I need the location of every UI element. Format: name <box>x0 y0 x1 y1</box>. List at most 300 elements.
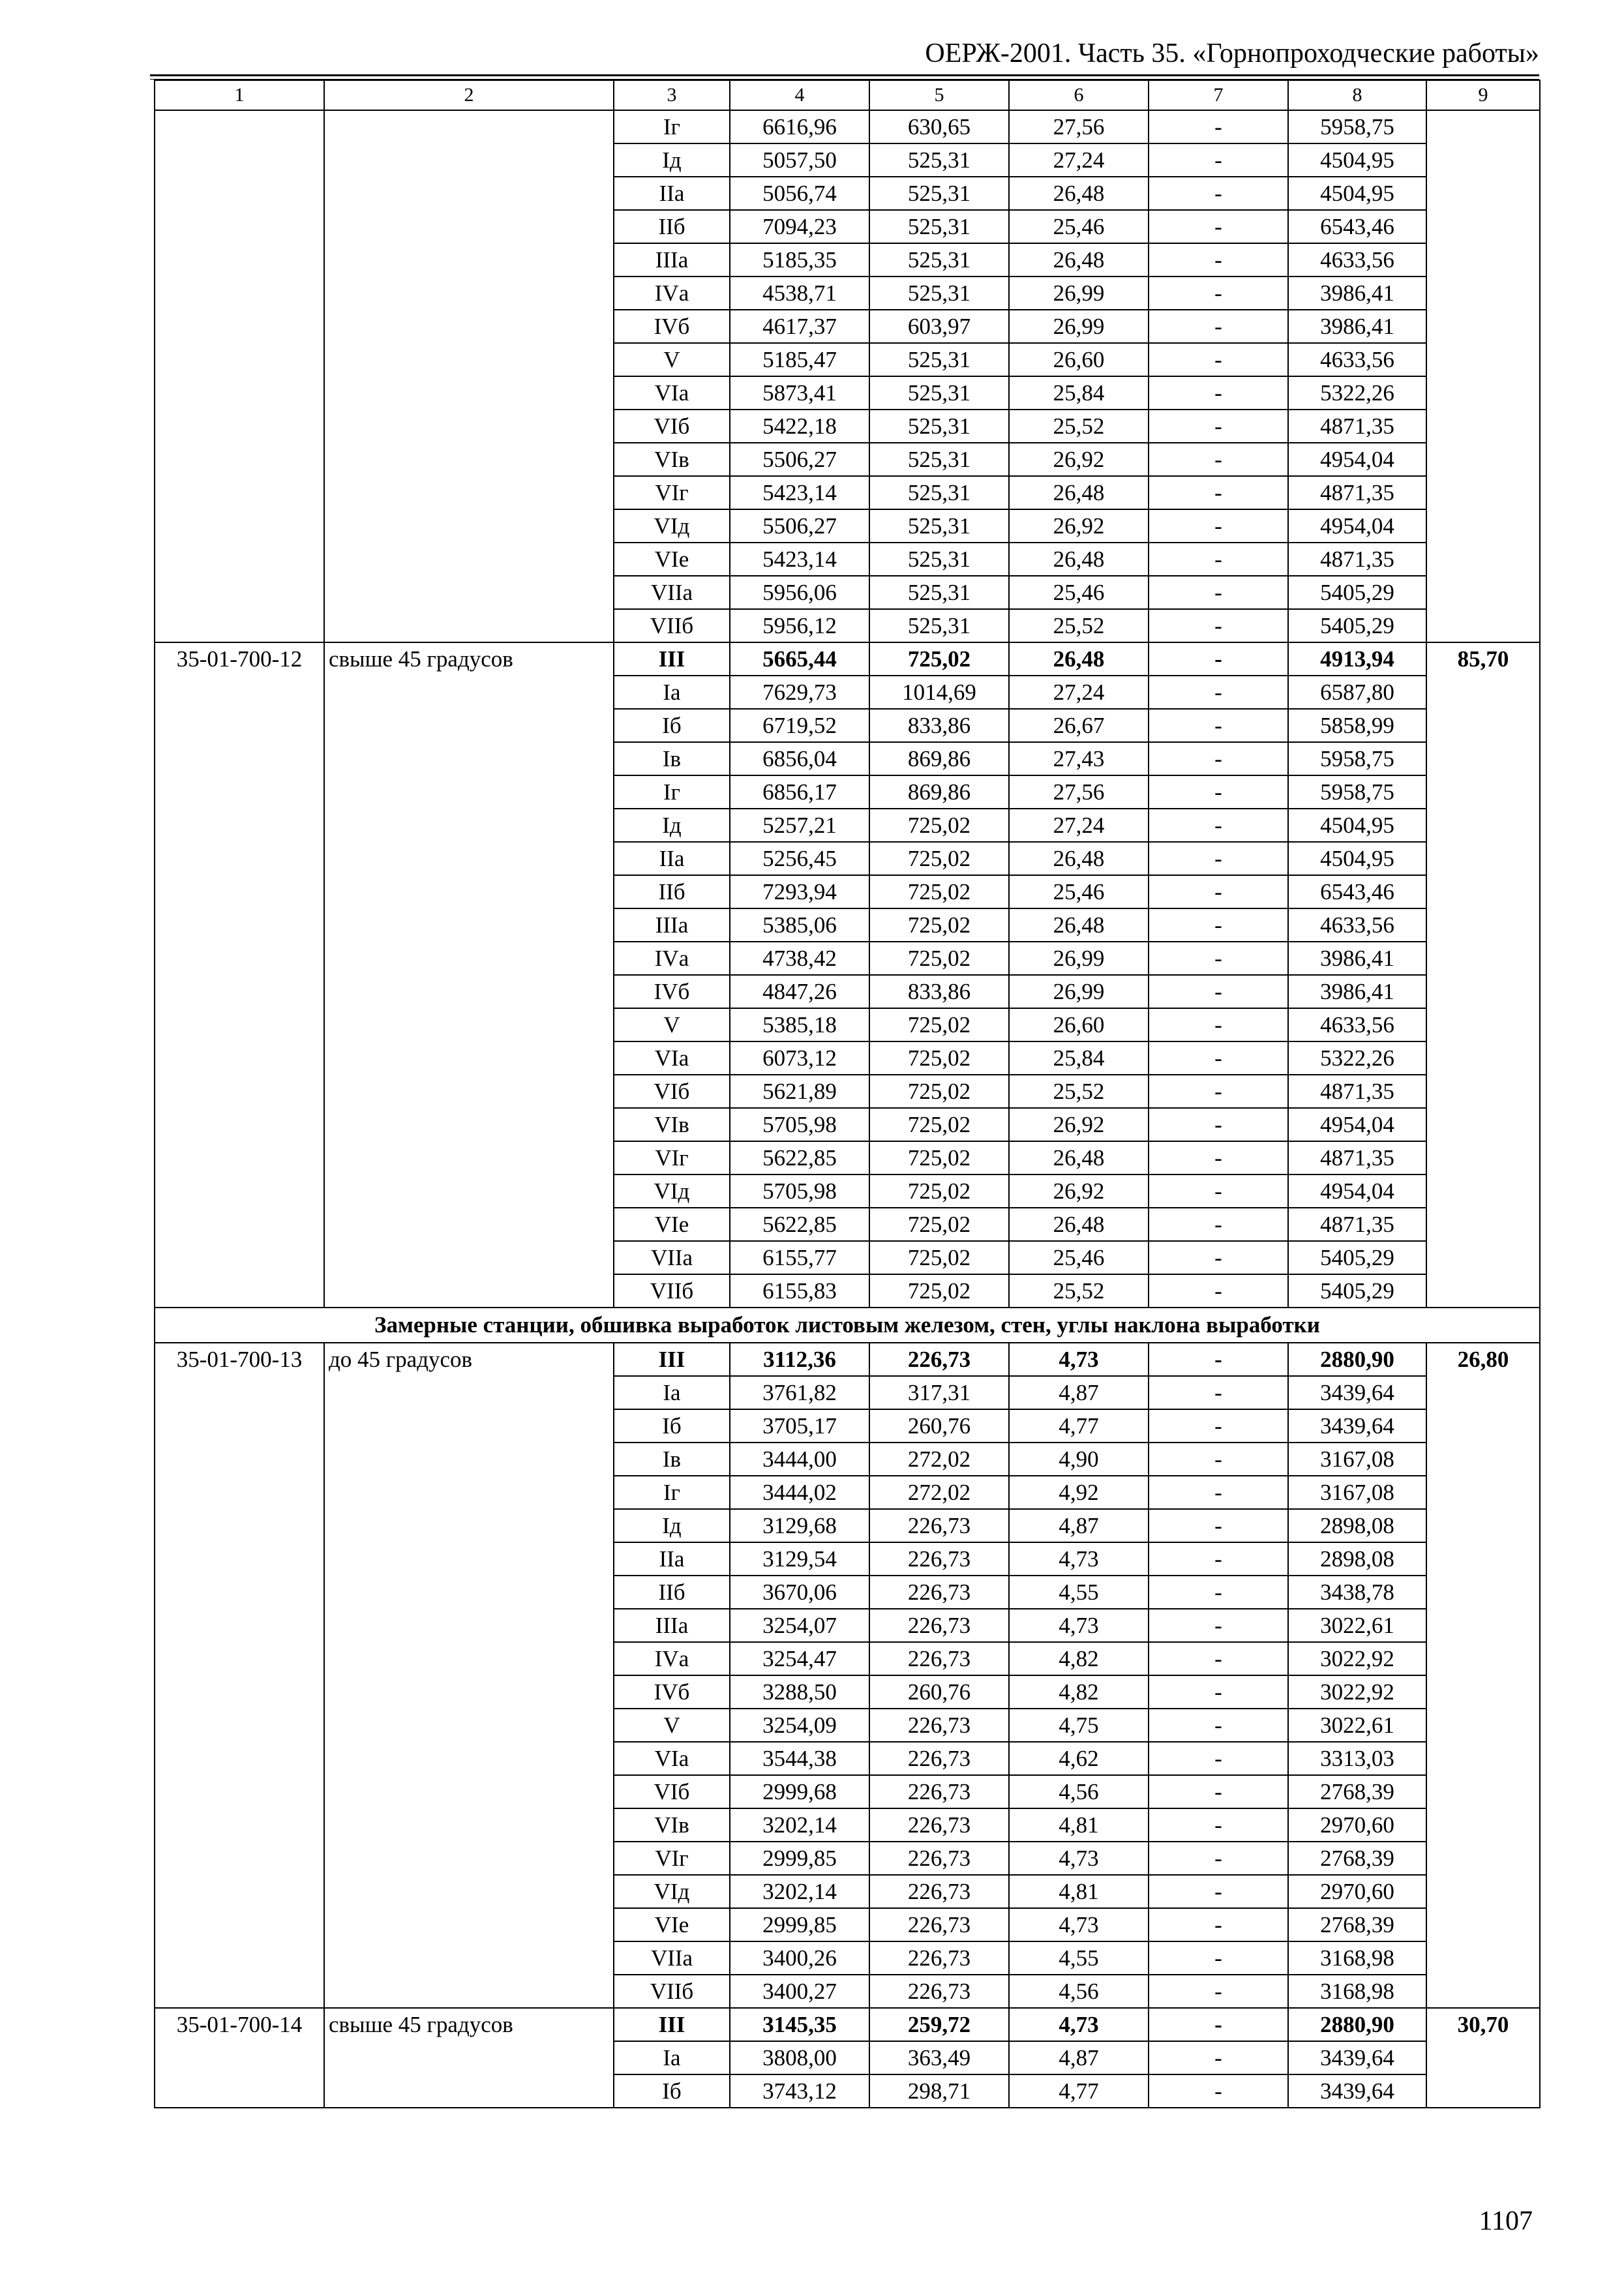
driver-wage-cell: - <box>1149 243 1288 277</box>
zone-cell: IIб <box>614 210 730 243</box>
machine-cost-cell: 25,46 <box>1009 576 1149 609</box>
total-cost-cell: 5185,47 <box>730 343 869 376</box>
zone-cell: V <box>614 1709 730 1742</box>
column-header-2: 2 <box>324 80 614 110</box>
column-header-1: 1 <box>155 80 324 110</box>
driver-wage-cell: - <box>1149 443 1288 476</box>
driver-wage-cell: - <box>1149 1842 1288 1875</box>
driver-wage-cell: - <box>1149 210 1288 243</box>
work-name <box>324 110 614 642</box>
machine-cost-cell: 26,92 <box>1009 1108 1149 1141</box>
materials-cost-cell: 3167,08 <box>1288 1476 1426 1509</box>
zone-cell: Iд <box>614 1509 730 1542</box>
wage-cost-cell: 226,73 <box>869 1808 1009 1842</box>
materials-cost-cell: 3167,08 <box>1288 1443 1426 1476</box>
driver-wage-cell: - <box>1149 875 1288 908</box>
driver-wage-cell: - <box>1149 1241 1288 1274</box>
wage-cost-cell: 630,65 <box>869 110 1009 143</box>
wage-cost-cell: 525,31 <box>869 543 1009 576</box>
wage-cost-cell: 260,76 <box>869 1675 1009 1709</box>
materials-cost-cell: 3168,98 <box>1288 1975 1426 2008</box>
total-cost-cell: 3670,06 <box>730 1576 869 1609</box>
driver-wage-cell: - <box>1149 1075 1288 1108</box>
total-cost-cell: 5621,89 <box>730 1075 869 1108</box>
materials-cost-cell: 6587,80 <box>1288 676 1426 709</box>
column-header-9: 9 <box>1426 80 1540 110</box>
wage-cost-cell: 725,02 <box>869 1041 1009 1075</box>
total-cost-cell: 3129,68 <box>730 1509 869 1542</box>
materials-cost-cell: 2898,08 <box>1288 1509 1426 1542</box>
total-cost-cell: 3145,35 <box>730 2008 869 2041</box>
machine-cost-cell: 25,52 <box>1009 609 1149 642</box>
driver-wage-cell: - <box>1149 809 1288 842</box>
wage-cost-cell: 226,73 <box>869 1709 1009 1742</box>
zone-cell: VIб <box>614 410 730 443</box>
driver-wage-cell: - <box>1149 676 1288 709</box>
zone-cell: IIIа <box>614 243 730 277</box>
wage-cost-cell: 298,71 <box>869 2074 1009 2108</box>
driver-wage-cell: - <box>1149 1542 1288 1576</box>
zone-cell: Iа <box>614 1376 730 1409</box>
rate-code: 35-01-700-14 <box>155 2008 324 2108</box>
driver-wage-cell: - <box>1149 576 1288 609</box>
driver-wage-cell: - <box>1149 609 1288 642</box>
materials-cost-cell: 2970,60 <box>1288 1808 1426 1842</box>
wage-cost-cell: 259,72 <box>869 2008 1009 2041</box>
wage-cost-cell: 272,02 <box>869 1443 1009 1476</box>
zone-cell: VIа <box>614 376 730 410</box>
total-cost-cell: 2999,68 <box>730 1775 869 1808</box>
driver-wage-cell: - <box>1149 1108 1288 1141</box>
driver-wage-cell: - <box>1149 975 1288 1008</box>
driver-wage-cell: - <box>1149 2041 1288 2074</box>
machine-cost-cell: 25,46 <box>1009 210 1149 243</box>
total-cost-cell: 5056,74 <box>730 177 869 210</box>
zone-cell: IIб <box>614 875 730 908</box>
total-cost-cell: 3761,82 <box>730 1376 869 1409</box>
total-cost-cell: 3400,26 <box>730 1941 869 1975</box>
machine-cost-cell: 4,81 <box>1009 1875 1149 1908</box>
zone-cell: VIIа <box>614 576 730 609</box>
materials-cost-cell: 4504,95 <box>1288 177 1426 210</box>
total-cost-cell: 5257,21 <box>730 809 869 842</box>
wage-cost-cell: 869,86 <box>869 742 1009 775</box>
zone-cell: Iб <box>614 2074 730 2108</box>
section-heading-row <box>155 1308 1540 1343</box>
wage-cost-cell: 226,73 <box>869 1609 1009 1642</box>
total-cost-cell: 5956,12 <box>730 609 869 642</box>
machine-cost-cell: 4,81 <box>1009 1808 1149 1842</box>
zone-cell: IIIа <box>614 908 730 942</box>
machine-cost-cell: 27,43 <box>1009 742 1149 775</box>
labor-cost-cell: 85,70 <box>1426 642 1540 1308</box>
driver-wage-cell: - <box>1149 143 1288 177</box>
materials-cost-cell: 2768,39 <box>1288 1842 1426 1875</box>
total-cost-cell: 5506,27 <box>730 443 869 476</box>
wage-cost-cell: 725,02 <box>869 809 1009 842</box>
machine-cost-cell: 4,62 <box>1009 1742 1149 1775</box>
wage-cost-cell: 226,73 <box>869 1576 1009 1609</box>
machine-cost-cell: 4,73 <box>1009 1908 1149 1941</box>
column-header-5: 5 <box>869 80 1009 110</box>
zone-cell: VIIб <box>614 609 730 642</box>
materials-cost-cell: 3438,78 <box>1288 1576 1426 1609</box>
column-header-8: 8 <box>1288 80 1426 110</box>
total-cost-cell: 5665,44 <box>730 642 869 676</box>
zone-cell: VIв <box>614 1108 730 1141</box>
wage-cost-cell: 833,86 <box>869 709 1009 742</box>
machine-cost-cell: 25,46 <box>1009 875 1149 908</box>
materials-cost-cell: 3986,41 <box>1288 310 1426 343</box>
materials-cost-cell: 3313,03 <box>1288 1742 1426 1775</box>
driver-wage-cell: - <box>1149 775 1288 809</box>
driver-wage-cell: - <box>1149 1975 1288 2008</box>
materials-cost-cell: 4504,95 <box>1288 809 1426 842</box>
wage-cost-cell: 226,73 <box>869 1775 1009 1808</box>
wage-cost-cell: 725,02 <box>869 1008 1009 1041</box>
materials-cost-cell: 3022,92 <box>1288 1675 1426 1709</box>
zone-cell: VIб <box>614 1775 730 1808</box>
zone-cell: IVа <box>614 1642 730 1675</box>
total-cost-cell: 5622,85 <box>730 1141 869 1174</box>
machine-cost-cell: 27,24 <box>1009 143 1149 177</box>
driver-wage-cell: - <box>1149 1576 1288 1609</box>
wage-cost-cell: 869,86 <box>869 775 1009 809</box>
total-cost-cell: 3202,14 <box>730 1875 869 1908</box>
total-cost-cell: 6155,77 <box>730 1241 869 1274</box>
materials-cost-cell: 4871,35 <box>1288 410 1426 443</box>
materials-cost-cell: 4954,04 <box>1288 443 1426 476</box>
machine-cost-cell: 4,87 <box>1009 2041 1149 2074</box>
zone-cell: V <box>614 343 730 376</box>
machine-cost-cell: 26,92 <box>1009 509 1149 543</box>
labor-cost-cell: 30,70 <box>1426 2008 1540 2108</box>
materials-cost-cell: 5322,26 <box>1288 376 1426 410</box>
materials-cost-cell: 4954,04 <box>1288 509 1426 543</box>
materials-cost-cell: 4871,35 <box>1288 476 1426 509</box>
wage-cost-cell: 525,31 <box>869 243 1009 277</box>
zone-cell: IVа <box>614 942 730 975</box>
materials-cost-cell: 4633,56 <box>1288 243 1426 277</box>
total-cost-cell: 7629,73 <box>730 676 869 709</box>
wage-cost-cell: 725,02 <box>869 1075 1009 1108</box>
zone-cell: Iв <box>614 742 730 775</box>
zone-cell: IIа <box>614 177 730 210</box>
zone-cell: VIб <box>614 1075 730 1108</box>
work-name: свыше 45 градусов <box>324 2008 614 2108</box>
total-cost-cell: 5622,85 <box>730 1208 869 1241</box>
zone-cell: VIа <box>614 1742 730 1775</box>
zone-cell: IVб <box>614 1675 730 1709</box>
zone-cell: IVа <box>614 277 730 310</box>
zone-cell: VIг <box>614 476 730 509</box>
wage-cost-cell: 226,73 <box>869 1742 1009 1775</box>
machine-cost-cell: 26,48 <box>1009 642 1149 676</box>
machine-cost-cell: 27,24 <box>1009 676 1149 709</box>
machine-cost-cell: 4,82 <box>1009 1675 1149 1709</box>
total-cost-cell: 7293,94 <box>730 875 869 908</box>
wage-cost-cell: 725,02 <box>869 1141 1009 1174</box>
table-body <box>155 80 1540 2108</box>
zone-cell: VIIа <box>614 1241 730 1274</box>
machine-cost-cell: 4,73 <box>1009 1343 1149 1376</box>
driver-wage-cell: - <box>1149 1609 1288 1642</box>
wage-cost-cell: 1014,69 <box>869 676 1009 709</box>
wage-cost-cell: 226,73 <box>869 1842 1009 1875</box>
driver-wage-cell: - <box>1149 543 1288 576</box>
driver-wage-cell: - <box>1149 942 1288 975</box>
section-heading: Замерные станции, обшивка выработок листовым железом, стен, углы наклона выработки <box>155 1308 1540 1343</box>
zone-cell: Iг <box>614 1476 730 1509</box>
machine-cost-cell: 25,52 <box>1009 1075 1149 1108</box>
materials-cost-cell: 2880,90 <box>1288 1343 1426 1376</box>
driver-wage-cell: - <box>1149 376 1288 410</box>
zone-cell: IIб <box>614 1576 730 1609</box>
total-cost-cell: 3254,47 <box>730 1642 869 1675</box>
driver-wage-cell: - <box>1149 2074 1288 2108</box>
wage-cost-cell: 226,73 <box>869 1542 1009 1576</box>
driver-wage-cell: - <box>1149 1141 1288 1174</box>
wage-cost-cell: 725,02 <box>869 1174 1009 1208</box>
total-cost-cell: 5185,35 <box>730 243 869 277</box>
zone-cell: Iд <box>614 809 730 842</box>
materials-cost-cell: 6543,46 <box>1288 875 1426 908</box>
materials-cost-cell: 4871,35 <box>1288 1141 1426 1174</box>
driver-wage-cell: - <box>1149 343 1288 376</box>
wage-cost-cell: 525,31 <box>869 343 1009 376</box>
driver-wage-cell: - <box>1149 509 1288 543</box>
driver-wage-cell: - <box>1149 1941 1288 1975</box>
materials-cost-cell: 2970,60 <box>1288 1875 1426 1908</box>
machine-cost-cell: 4,90 <box>1009 1443 1149 1476</box>
zone-cell: V <box>614 1008 730 1041</box>
driver-wage-cell: - <box>1149 842 1288 875</box>
driver-wage-cell: - <box>1149 1443 1288 1476</box>
zone-cell: III <box>614 2008 730 2041</box>
wage-cost-cell: 525,31 <box>869 609 1009 642</box>
machine-cost-cell: 4,77 <box>1009 1409 1149 1443</box>
total-cost-cell: 6073,12 <box>730 1041 869 1075</box>
total-cost-cell: 5423,14 <box>730 543 869 576</box>
total-cost-cell: 6616,96 <box>730 110 869 143</box>
wage-cost-cell: 226,73 <box>869 1343 1009 1376</box>
total-cost-cell: 2999,85 <box>730 1908 869 1941</box>
total-cost-cell: 6856,17 <box>730 775 869 809</box>
wage-cost-cell: 725,02 <box>869 842 1009 875</box>
driver-wage-cell: - <box>1149 277 1288 310</box>
wage-cost-cell: 525,31 <box>869 277 1009 310</box>
total-cost-cell: 2999,85 <box>730 1842 869 1875</box>
zone-cell: VIв <box>614 443 730 476</box>
total-cost-cell: 3112,36 <box>730 1343 869 1376</box>
rates-table <box>154 80 1541 2108</box>
wage-cost-cell: 525,31 <box>869 210 1009 243</box>
materials-cost-cell: 5958,75 <box>1288 775 1426 809</box>
total-cost-cell: 4617,37 <box>730 310 869 343</box>
zone-cell: Iв <box>614 1443 730 1476</box>
total-cost-cell: 3400,27 <box>730 1975 869 2008</box>
materials-cost-cell: 4913,94 <box>1288 642 1426 676</box>
wage-cost-cell: 525,31 <box>869 476 1009 509</box>
materials-cost-cell: 4633,56 <box>1288 1008 1426 1041</box>
zone-cell: VIа <box>614 1041 730 1075</box>
machine-cost-cell: 4,56 <box>1009 1775 1149 1808</box>
materials-cost-cell: 5405,29 <box>1288 609 1426 642</box>
zone-cell: VIе <box>614 543 730 576</box>
total-cost-cell: 3254,09 <box>730 1709 869 1742</box>
machine-cost-cell: 27,56 <box>1009 775 1149 809</box>
wage-cost-cell: 226,73 <box>869 1875 1009 1908</box>
total-cost-cell: 5423,14 <box>730 476 869 509</box>
zone-cell: Iб <box>614 1409 730 1443</box>
materials-cost-cell: 3986,41 <box>1288 277 1426 310</box>
total-cost-cell: 5506,27 <box>730 509 869 543</box>
machine-cost-cell: 26,48 <box>1009 1141 1149 1174</box>
zone-cell: Iб <box>614 709 730 742</box>
driver-wage-cell: - <box>1149 1675 1288 1709</box>
machine-cost-cell: 26,92 <box>1009 443 1149 476</box>
wage-cost-cell: 525,31 <box>869 143 1009 177</box>
driver-wage-cell: - <box>1149 1742 1288 1775</box>
total-cost-cell: 3129,54 <box>730 1542 869 1576</box>
machine-cost-cell: 4,73 <box>1009 2008 1149 2041</box>
materials-cost-cell: 5958,75 <box>1288 110 1426 143</box>
materials-cost-cell: 5958,75 <box>1288 742 1426 775</box>
wage-cost-cell: 226,73 <box>869 1642 1009 1675</box>
zone-cell: IIа <box>614 1542 730 1576</box>
driver-wage-cell: - <box>1149 2008 1288 2041</box>
wage-cost-cell: 260,76 <box>869 1409 1009 1443</box>
driver-wage-cell: - <box>1149 1409 1288 1443</box>
total-cost-cell: 5057,50 <box>730 143 869 177</box>
machine-cost-cell: 4,55 <box>1009 1941 1149 1975</box>
driver-wage-cell: - <box>1149 1908 1288 1941</box>
driver-wage-cell: - <box>1149 1208 1288 1241</box>
materials-cost-cell: 2768,39 <box>1288 1775 1426 1808</box>
zone-cell: IIIа <box>614 1609 730 1642</box>
materials-cost-cell: 6543,46 <box>1288 210 1426 243</box>
materials-cost-cell: 3022,92 <box>1288 1642 1426 1675</box>
page-header-title: ОЕРЖ-2001. Часть 35. «Горнопроходческие работы» <box>925 38 1539 68</box>
zone-cell: III <box>614 642 730 676</box>
driver-wage-cell: - <box>1149 1041 1288 1075</box>
wage-cost-cell: 725,02 <box>869 642 1009 676</box>
zone-cell: Iг <box>614 775 730 809</box>
zone-cell: VIд <box>614 509 730 543</box>
materials-cost-cell: 3022,61 <box>1288 1709 1426 1742</box>
materials-cost-cell: 2880,90 <box>1288 2008 1426 2041</box>
machine-cost-cell: 26,99 <box>1009 277 1149 310</box>
total-cost-cell: 6155,83 <box>730 1274 869 1308</box>
machine-cost-cell: 4,55 <box>1009 1576 1149 1609</box>
labor-cost-cell <box>1426 110 1540 642</box>
total-cost-cell: 3254,07 <box>730 1609 869 1642</box>
machine-cost-cell: 4,75 <box>1009 1709 1149 1742</box>
table-row <box>155 110 1540 143</box>
total-cost-cell: 3808,00 <box>730 2041 869 2074</box>
zone-cell: VIIб <box>614 1975 730 2008</box>
total-cost-cell: 4738,42 <box>730 942 869 975</box>
zone-cell: VIд <box>614 1875 730 1908</box>
column-header-6: 6 <box>1009 80 1149 110</box>
materials-cost-cell: 3986,41 <box>1288 942 1426 975</box>
wage-cost-cell: 226,73 <box>869 1941 1009 1975</box>
wage-cost-cell: 226,73 <box>869 1975 1009 2008</box>
column-header-4: 4 <box>730 80 869 110</box>
driver-wage-cell: - <box>1149 1376 1288 1409</box>
work-name: до 45 градусов <box>324 1343 614 2008</box>
machine-cost-cell: 25,84 <box>1009 1041 1149 1075</box>
driver-wage-cell: - <box>1149 1274 1288 1308</box>
total-cost-cell: 3544,38 <box>730 1742 869 1775</box>
machine-cost-cell: 26,48 <box>1009 1208 1149 1241</box>
driver-wage-cell: - <box>1149 709 1288 742</box>
total-cost-cell: 3288,50 <box>730 1675 869 1709</box>
machine-cost-cell: 4,87 <box>1009 1509 1149 1542</box>
materials-cost-cell: 4504,95 <box>1288 143 1426 177</box>
driver-wage-cell: - <box>1149 476 1288 509</box>
total-cost-cell: 6856,04 <box>730 742 869 775</box>
total-cost-cell: 3743,12 <box>730 2074 869 2108</box>
total-cost-cell: 5873,41 <box>730 376 869 410</box>
machine-cost-cell: 26,60 <box>1009 343 1149 376</box>
zone-cell: VIе <box>614 1208 730 1241</box>
materials-cost-cell: 3168,98 <box>1288 1941 1426 1975</box>
wage-cost-cell: 525,31 <box>869 376 1009 410</box>
zone-cell: III <box>614 1343 730 1376</box>
materials-cost-cell: 5405,29 <box>1288 1274 1426 1308</box>
machine-cost-cell: 26,99 <box>1009 975 1149 1008</box>
driver-wage-cell: - <box>1149 177 1288 210</box>
total-cost-cell: 5705,98 <box>730 1174 869 1208</box>
materials-cost-cell: 5405,29 <box>1288 576 1426 609</box>
materials-cost-cell: 3986,41 <box>1288 975 1426 1008</box>
column-header-3: 3 <box>614 80 730 110</box>
wage-cost-cell: 725,02 <box>869 942 1009 975</box>
machine-cost-cell: 4,92 <box>1009 1476 1149 1509</box>
machine-cost-cell: 26,92 <box>1009 1174 1149 1208</box>
wage-cost-cell: 725,02 <box>869 1274 1009 1308</box>
machine-cost-cell: 26,60 <box>1009 1008 1149 1041</box>
machine-cost-cell: 26,48 <box>1009 476 1149 509</box>
labor-cost-cell: 26,80 <box>1426 1343 1540 2008</box>
materials-cost-cell: 4954,04 <box>1288 1174 1426 1208</box>
machine-cost-cell: 4,73 <box>1009 1609 1149 1642</box>
wage-cost-cell: 525,31 <box>869 410 1009 443</box>
materials-cost-cell: 5322,26 <box>1288 1041 1426 1075</box>
driver-wage-cell: - <box>1149 1709 1288 1742</box>
driver-wage-cell: - <box>1149 1343 1288 1376</box>
machine-cost-cell: 4,82 <box>1009 1642 1149 1675</box>
total-cost-cell: 3202,14 <box>730 1808 869 1842</box>
machine-cost-cell: 4,73 <box>1009 1542 1149 1576</box>
wage-cost-cell: 725,02 <box>869 1241 1009 1274</box>
zone-cell: VIв <box>614 1808 730 1842</box>
driver-wage-cell: - <box>1149 310 1288 343</box>
materials-cost-cell: 4871,35 <box>1288 1075 1426 1108</box>
driver-wage-cell: - <box>1149 1509 1288 1542</box>
wage-cost-cell: 317,31 <box>869 1376 1009 1409</box>
rate-code <box>155 110 324 642</box>
zone-cell: Iа <box>614 2041 730 2074</box>
materials-cost-cell: 3439,64 <box>1288 2074 1426 2108</box>
work-name: свыше 45 градусов <box>324 642 614 1308</box>
header-rule <box>150 74 1539 76</box>
materials-cost-cell: 2768,39 <box>1288 1908 1426 1941</box>
wage-cost-cell: 725,02 <box>869 908 1009 942</box>
machine-cost-cell: 26,48 <box>1009 243 1149 277</box>
materials-cost-cell: 2898,08 <box>1288 1542 1426 1576</box>
